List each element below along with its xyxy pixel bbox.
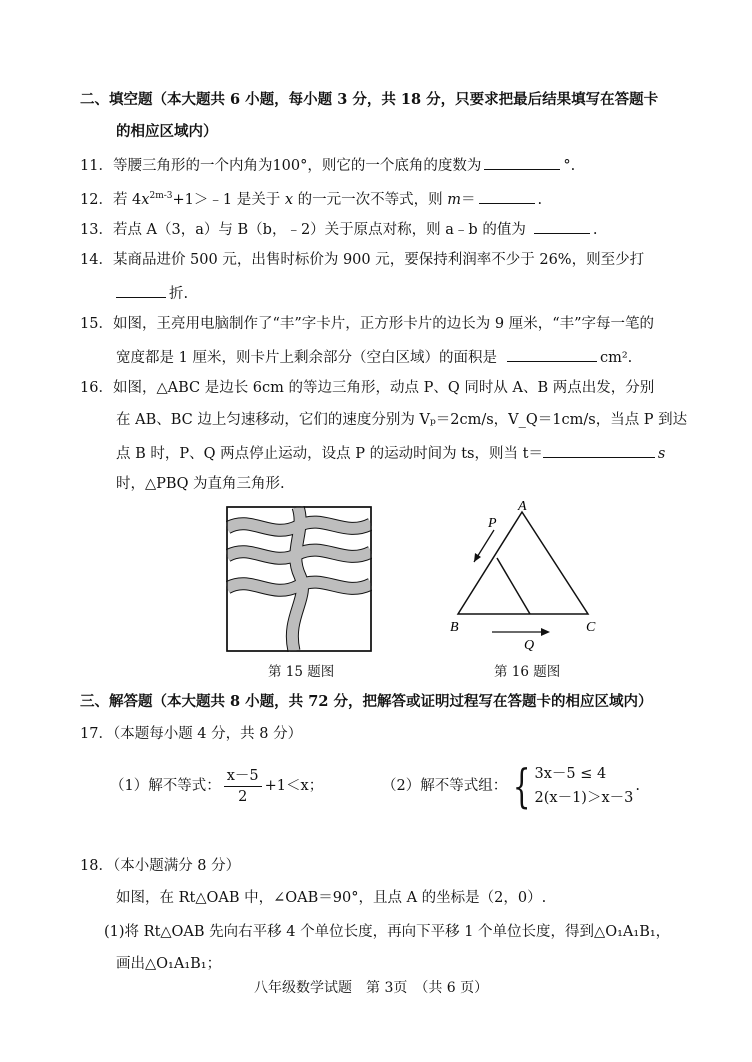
question-15-cont	[116, 346, 632, 368]
q12-eq: ＝	[461, 191, 476, 208]
q13-number: 13．	[80, 222, 113, 238]
q12-tail: .	[537, 191, 543, 208]
section2-heading: 二、填空题（本大题共 6 小题，每小题 3 分，共 18 分，只要求把最后结果填写在答题卡	[80, 91, 659, 108]
question-13	[80, 218, 597, 240]
q15-number: 15．	[80, 316, 113, 332]
question-17	[80, 724, 302, 744]
question-15	[80, 314, 654, 334]
q12-var-x2: x	[284, 191, 294, 208]
q16-line1: 如图，△ABC 是边长 6cm 的等边三角形，动点 P、Q 同时从 A、B 两点出发，分别	[112, 380, 655, 396]
q12-var-x: x	[141, 191, 150, 208]
q16-line3-tail: s	[657, 446, 666, 462]
q16-answer-blank	[543, 442, 655, 458]
q15-line1: 如图，王亮用电脑制作了“丰”字卡片，正方形卡片的边长为 9 厘米，“丰”字每一笔的	[112, 316, 655, 332]
q17-p1-numerator: x－5	[224, 766, 262, 787]
q11-tail: °.	[563, 158, 576, 174]
question-12	[80, 186, 542, 210]
q17-p1-denominator: 2	[238, 788, 248, 805]
q17-part1	[110, 762, 323, 810]
q17-p2-system	[507, 759, 634, 813]
q14-text: 某商品进价 500 元，出售时标价为 900 元，要保持利润率不少于 26%，则至少打	[112, 252, 645, 268]
label-c: C	[586, 620, 596, 635]
q17-p2-tail: .	[635, 778, 640, 794]
q16-number: 16．	[80, 380, 113, 396]
q12-var-m: m	[447, 191, 461, 208]
q15-unit: cm².	[599, 350, 633, 366]
figure-16-triangle	[440, 494, 610, 656]
label-b: B	[450, 620, 459, 635]
q13-answer-blank	[534, 218, 590, 234]
q12-pre: 若 4	[112, 191, 142, 208]
figure-16-caption: 第 16 题图	[494, 664, 561, 680]
q15-line2: 宽度都是 1 厘米，则卡片上剩余部分（空白区域）的面积是	[116, 350, 497, 366]
q17-p2-line1: 3x－5 ≤ 4	[534, 766, 607, 782]
question-16-line4: 时，△PBQ 为直角三角形.	[116, 476, 285, 492]
q18-number: 18．	[80, 858, 113, 874]
q12-answer-blank	[479, 188, 535, 204]
q18-intro: （本小题满分 8 分）	[112, 858, 241, 874]
q17-p2-line2: 2(x－1)＞x－3	[534, 790, 634, 806]
q16-line3-text: 点 B 时，P、Q 两点停止运动，设点 P 的运动时间为 ts，则当 t＝	[116, 446, 543, 462]
question-16	[80, 378, 654, 398]
q17-part2	[382, 758, 640, 814]
q18-line3: 画出△O₁A₁B₁；	[116, 956, 222, 972]
segment-pq	[497, 558, 530, 614]
figure-15-caption: 第 15 题图	[268, 664, 335, 680]
q17-number: 17．	[80, 726, 113, 742]
figure-15-card	[226, 506, 372, 652]
q17-p1-tail: +1＜x；	[264, 778, 324, 794]
q17-p1-fraction	[224, 766, 262, 807]
question-16-line2: 在 AB、BC 边上匀速移动，它们的速度分别为 Vₚ＝2cm/s，V_Q＝1cm/s，当点 P 到达	[116, 412, 688, 428]
q17-p2-brace: {	[513, 759, 531, 813]
q14-answer-blank	[116, 282, 166, 298]
q17-intro: （本题每小题 4 分，共 8 分）	[112, 726, 303, 742]
question-14	[80, 250, 644, 270]
q18-line1: 如图，在 Rt△OAB 中，∠OAB＝90°，且点 A 的坐标是（2，0）.	[116, 890, 547, 906]
label-q: Q	[524, 638, 535, 653]
q11-answer-blank	[484, 154, 560, 170]
q14-tail: 折.	[169, 286, 189, 302]
arrow-p-head	[474, 553, 481, 562]
question-11	[80, 154, 575, 176]
q14-number: 14．	[80, 252, 113, 268]
question-16-line3	[116, 442, 665, 464]
q12-exponent: 2m-3	[149, 191, 173, 201]
page-footer: 八年级数学试题 第 3页 （共 6 页）	[254, 980, 489, 996]
question-14-cont	[116, 282, 188, 304]
q13-tail: .	[592, 222, 598, 238]
q11-number: 11．	[80, 158, 113, 174]
label-a: A	[518, 499, 527, 514]
q17-p1-label: （1）解不等式：	[110, 778, 221, 794]
section2-heading-cont: 的相应区域内）	[116, 123, 218, 140]
q11-text: 等腰三角形的一个内角为100°，则它的一个底角的度数为	[112, 158, 482, 174]
q13-text: 若点 A（3，a）与 B（b，﹣2）关于原点对称，则 a﹣b 的值为	[112, 222, 526, 238]
section3-heading: 三、解答题（本大题共 8 小题，共 72 分，把解答或证明过程写在答题卡的相应区域内）	[80, 693, 653, 710]
q12-mid: +1＞﹣1 是关于	[172, 191, 285, 208]
triangle-abc	[458, 512, 588, 614]
q12-post: 的一元一次不等式，则	[293, 191, 448, 208]
question-18	[80, 856, 240, 876]
label-p: P	[488, 516, 497, 531]
q12-number: 12．	[80, 191, 113, 208]
q15-answer-blank	[507, 346, 597, 362]
q17-p2-label: （2）解不等式组：	[382, 778, 508, 794]
arrow-q-head	[541, 628, 550, 636]
q18-line2: (1)将 Rt△OAB 先向右平移 4 个单位长度，再向下平移 1 个单位长度，得到△O₁A₁B₁，	[104, 924, 671, 940]
